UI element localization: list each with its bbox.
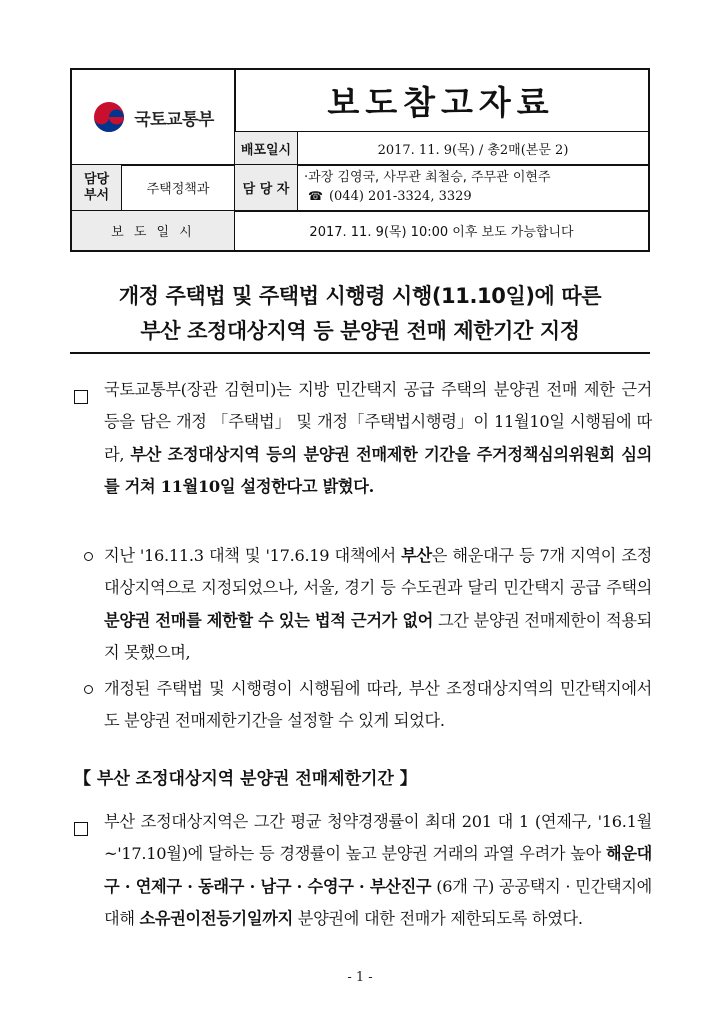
square-bullet-icon [74, 390, 88, 404]
headline-line-2: 부산 조정대상지역 등 분양권 전매 제한기간 지정 [140, 319, 580, 343]
paragraph-2-text-a: 지난 '16.11.3 대책 및 '17.6.19 대책에서 [104, 546, 402, 565]
paragraph-2-bold-a: 부산 [401, 546, 432, 565]
page-number: - 1 - [347, 970, 373, 985]
paragraph-1-text: 국토교통부(장관 김현미)는 지방 민간택지 공급 주택의 분양권 전매 제한 근거 등을 담은 개정 「주택법」 및 개정「주택법시행령」이 11월10일 시행됨에 따라, [104, 380, 652, 464]
phone-number: (044) 201-3324, 3329 [328, 189, 472, 204]
dept-label-line1: 담당 [83, 171, 110, 187]
person-label: 담 당 자 [235, 165, 297, 210]
person-names: ·과장 김영국, 사무관 최철승, 주무관 이현주 [304, 170, 551, 185]
dist-value: 2017. 11. 9(목) / 총2매(본문 2) [377, 142, 569, 158]
paragraph-4 [104, 806, 652, 936]
paragraph-3-text: 개정된 주택법 및 시행령이 시행됨에 따라, 부산 조정대상지역의 민간택지에서도 분양권 전매제한기간을 설정할 수 있게 되었다. [104, 679, 652, 731]
ministry-logo [72, 70, 234, 164]
dept-label [72, 165, 121, 210]
paragraph-1-bold: 부산 조정대상지역 등의 분양권 전매제한 기간을 주거정책심의위원회 심의를 거쳐 11월10일 설정한다고 밝혔다. [104, 444, 652, 497]
phone-icon: ☎ [308, 189, 323, 203]
ministry-name: 국토교통부 [134, 109, 214, 130]
paragraph-4-text-a: 부산 조정대상지역은 그간 평균 청약경쟁률이 최대 201 대 1 (연제구, '16.1월~'17.10월)에 달하는 등 경쟁률이 높고 분양권 거래의 과열 우려가 높아 [104, 812, 652, 864]
press-title: 보도참고자료 [327, 83, 555, 122]
section-heading: 【 부산 조정대상지역 분양권 전매제한기간 】 [74, 769, 417, 789]
release-label: 보 도 일 시 [72, 211, 234, 250]
paragraph-2-text-c: 그간 분양권 전매제한이 적용되지 못했으며, [104, 610, 652, 663]
square-bullet-icon [74, 822, 88, 836]
paragraph-4-text-c: 분양권에 대한 전매가 제한되도록 하였다. [292, 909, 583, 929]
headline-line-1: 개정 주택법 및 주택법 시행령 시행(11.10일)에 따른 [118, 284, 602, 308]
paragraph-4-text-b: (6개 구) 공공택지 · 민간택지에 대해 [104, 876, 652, 929]
circle-bullet-icon [84, 552, 93, 561]
paragraph-4-bold-b: 소유권이전등기일까지 [139, 909, 293, 929]
headline-divider [70, 352, 650, 354]
release-value: 2017. 11. 9(목) 10:00 이후 보도 가능합니다 [309, 225, 574, 240]
paragraph-2-text-b: 은 해운대구 등 7개 지역이 조정대상지역으로 지정되었으나, 서울, 경기 등 수도권과 달리 민간택지 공급 주택의 [104, 546, 653, 598]
circle-bullet-icon [84, 685, 93, 694]
dist-label: 배포일시 [235, 132, 297, 164]
paragraph-2 [104, 540, 652, 670]
press-title-cell [234, 70, 648, 131]
taegeuk-emblem-icon [92, 100, 126, 134]
person-value [304, 168, 644, 208]
paragraph-4-bold-a: 해운대구 · 연제구 · 동래구 · 남구 · 수영구 · 부산진구 [104, 844, 652, 896]
paragraph-2-bold-b: 분양권 전매를 제한할 수 있는 법적 근거가 없어 [104, 610, 434, 630]
paragraph-1 [104, 374, 652, 504]
dept-value: 주택정책과 [146, 182, 210, 197]
press-header-table [70, 68, 650, 252]
dept-label-line2: 부서 [83, 187, 110, 203]
paragraph-3 [104, 673, 652, 738]
